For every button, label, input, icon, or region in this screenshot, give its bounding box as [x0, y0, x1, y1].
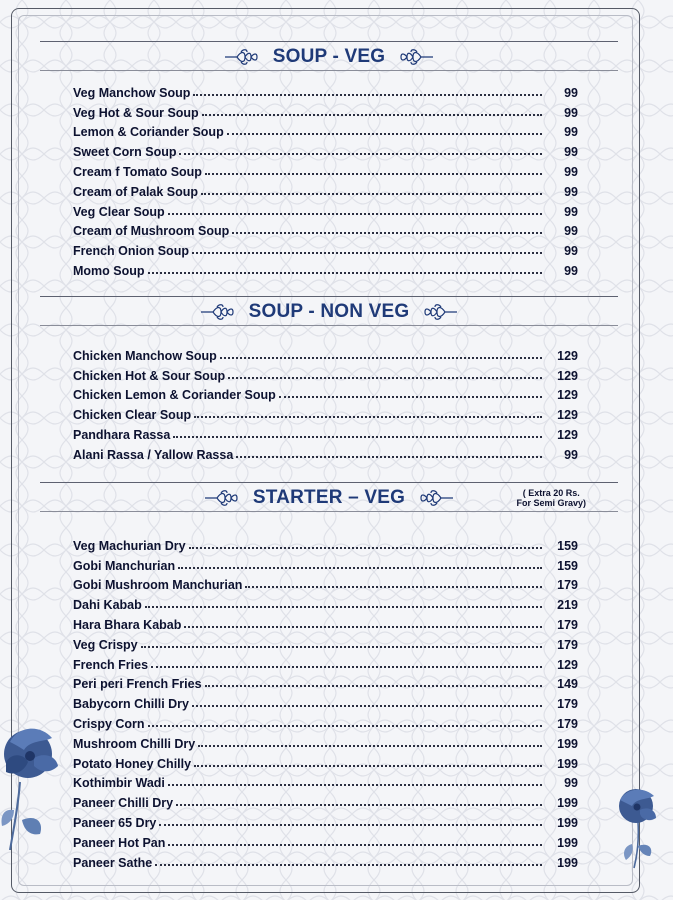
- menu-item: [73, 219, 583, 239]
- section-title-row: [40, 44, 618, 70]
- menu-item: [73, 383, 583, 403]
- menu-item-price: 99: [564, 224, 578, 239]
- menu-item-price: 199: [557, 835, 578, 850]
- dot-leader: [141, 646, 542, 648]
- menu-item-price: 199: [557, 855, 578, 870]
- menu-item-name: French Fries: [73, 657, 149, 672]
- menu-item-name: Veg Clear Soup: [73, 204, 165, 219]
- menu-item: [73, 592, 583, 612]
- menu-item-name: Chicken Manchow Soup: [73, 348, 217, 363]
- menu-item-name: Peri peri French Fries: [73, 677, 202, 692]
- menu-item: [73, 751, 583, 771]
- note-line-1: ( Extra 20 Rs.: [522, 488, 580, 498]
- menu-item: [73, 711, 583, 731]
- dot-leader: [173, 436, 542, 438]
- menu-item-price: 199: [557, 815, 578, 830]
- header-rule: [40, 511, 618, 512]
- menu-item-name: Cream f Tomato Soup: [73, 164, 202, 179]
- dot-leader: [227, 133, 542, 135]
- menu-item-price: 129: [557, 408, 578, 423]
- dot-leader: [198, 745, 542, 747]
- menu-item-price: 199: [557, 796, 578, 811]
- dot-leader: [232, 232, 542, 234]
- dot-leader: [168, 213, 542, 215]
- menu-item-name: Veg Manchow Soup: [73, 85, 191, 100]
- menu-item: [73, 830, 583, 850]
- menu-item: [73, 533, 583, 553]
- blue-flower-left-icon: [0, 722, 68, 852]
- dot-leader: [279, 396, 542, 398]
- flourish-right-icon: [395, 48, 435, 66]
- menu-item: [73, 612, 583, 632]
- menu-item: [73, 139, 583, 159]
- header-rule: [40, 41, 618, 42]
- menu-item-name: Lemon & Coriander Soup: [73, 125, 224, 140]
- menu-item: [73, 652, 583, 672]
- menu-item-name: Kothimbir Wadi: [73, 776, 165, 791]
- menu-list-soup-veg: [73, 80, 583, 278]
- menu-item-name: Gobi Manchurian: [73, 558, 176, 573]
- dot-leader: [192, 705, 542, 707]
- menu-item-name: Pandhara Rassa: [73, 427, 171, 442]
- dot-leader: [155, 864, 542, 866]
- menu-item-price: 179: [557, 637, 578, 652]
- menu-item: [73, 553, 583, 573]
- header-rule: [40, 482, 618, 483]
- dot-leader: [159, 824, 542, 826]
- menu-item-name: Cream of Mushroom Soup: [73, 224, 230, 239]
- header-rule: [40, 296, 618, 297]
- menu-item-name: Potato Honey Chilly: [73, 756, 192, 771]
- menu-item-price: 219: [557, 598, 578, 613]
- menu-item-name: Dahi Kabab: [73, 598, 142, 613]
- dot-leader: [168, 844, 542, 846]
- menu-item-price: 129: [557, 427, 578, 442]
- dot-leader: [168, 784, 542, 786]
- dot-leader: [192, 252, 542, 254]
- dot-leader: [202, 114, 542, 116]
- flourish-left-icon: [223, 48, 263, 66]
- dot-leader: [189, 547, 542, 549]
- menu-item: [73, 258, 583, 278]
- menu-item-name: Babycorn Chilli Dry: [73, 697, 189, 712]
- menu-item-price: 179: [557, 617, 578, 632]
- menu-item-price: 159: [557, 538, 578, 553]
- menu-item-price: 99: [564, 164, 578, 179]
- flourish-left-icon: [203, 489, 243, 507]
- dot-leader: [148, 725, 542, 727]
- menu-item-name: Chicken Clear Soup: [73, 408, 192, 423]
- dot-leader: [194, 765, 542, 767]
- dot-leader: [179, 153, 542, 155]
- menu-item-name: Alani Rassa / Yallow Rassa: [73, 447, 234, 462]
- section-header-soup-non-veg: [40, 296, 618, 326]
- menu-item-price: 179: [557, 697, 578, 712]
- dot-leader: [193, 94, 542, 96]
- menu-item-price: 179: [557, 716, 578, 731]
- menu-item-price: 199: [557, 736, 578, 751]
- menu-item: [73, 120, 583, 140]
- menu-item-name: Mushroom Chilli Dry: [73, 736, 196, 751]
- dot-leader: [176, 804, 542, 806]
- menu-item: [73, 691, 583, 711]
- section-title: SOUP - VEG: [272, 46, 386, 67]
- menu-item: [73, 731, 583, 751]
- menu-item-price: 159: [557, 558, 578, 573]
- note-line-2: For Semi Gravy): [516, 498, 586, 508]
- menu-item-name: Paneer Chilli Dry: [73, 796, 174, 811]
- menu-item-price: 99: [564, 204, 578, 219]
- section-title: STARTER – VEG: [252, 487, 406, 508]
- menu-item-price: 129: [557, 388, 578, 403]
- menu-item-name: Crispy Corn: [73, 716, 145, 731]
- menu-item: [73, 238, 583, 258]
- menu-item-name: Cream of Palak Soup: [73, 184, 199, 199]
- header-rule: [40, 70, 618, 71]
- menu-item-name: Paneer 65 Dry: [73, 815, 157, 830]
- dot-leader: [184, 626, 542, 628]
- menu-item: [73, 850, 583, 870]
- menu-item-name: Gobi Mushroom Manchurian: [73, 578, 243, 593]
- menu-item-price: 199: [557, 756, 578, 771]
- menu-item: [73, 363, 583, 383]
- menu-item-price: 129: [557, 657, 578, 672]
- menu-item-name: Chicken Hot & Sour Soup: [73, 368, 226, 383]
- flourish-right-icon: [415, 489, 455, 507]
- dot-leader: [148, 272, 542, 274]
- menu-item-price: 129: [557, 368, 578, 383]
- menu-item: [73, 672, 583, 692]
- dot-leader: [194, 416, 542, 418]
- menu-item-price: 179: [557, 578, 578, 593]
- menu-item: [73, 100, 583, 120]
- menu-item-name: Veg Crispy: [73, 637, 138, 652]
- header-rule: [40, 325, 618, 326]
- menu-item-price: 99: [564, 447, 578, 462]
- menu-item: [73, 80, 583, 100]
- menu-item: [73, 422, 583, 442]
- dot-leader: [228, 377, 542, 379]
- menu-item-price: 99: [564, 85, 578, 100]
- menu-item: [73, 810, 583, 830]
- menu-item-name: Momo Soup: [73, 263, 145, 278]
- menu-item-price: 99: [564, 244, 578, 259]
- menu-item-price: 99: [564, 105, 578, 120]
- menu-item-price: 99: [564, 125, 578, 140]
- flourish-left-icon: [199, 303, 239, 321]
- dot-leader: [245, 586, 542, 588]
- semi-gravy-note: [516, 488, 586, 508]
- menu-item-price: 99: [564, 184, 578, 199]
- flourish-right-icon: [419, 303, 459, 321]
- menu-item-price: 99: [564, 145, 578, 160]
- dot-leader: [145, 606, 542, 608]
- section-header-soup-veg: [40, 41, 618, 71]
- menu-item-name: Veg Machurian Dry: [73, 538, 186, 553]
- menu-item: [73, 199, 583, 219]
- menu-item-price: 149: [557, 677, 578, 692]
- menu-list-starter-veg: [73, 533, 583, 870]
- menu-item-name: Veg Hot & Sour Soup: [73, 105, 199, 120]
- menu-item-price: 129: [557, 348, 578, 363]
- section-header-starter-veg: [40, 482, 618, 512]
- menu-item-name: Chicken Lemon & Coriander Soup: [73, 388, 276, 403]
- menu-item-name: Hara Bhara Kabab: [73, 617, 182, 632]
- menu-item: [73, 632, 583, 652]
- menu-item: [73, 442, 583, 462]
- menu-item-price: 99: [564, 776, 578, 791]
- menu-item: [73, 771, 583, 791]
- section-title-row: [40, 299, 618, 325]
- menu-item-name: Sweet Corn Soup: [73, 145, 177, 160]
- menu-item-name: French Onion Soup: [73, 244, 189, 259]
- menu-item: [73, 343, 583, 363]
- menu-item: [73, 179, 583, 199]
- menu-list-soup-non-veg: [73, 343, 583, 462]
- dot-leader: [220, 357, 542, 359]
- dot-leader: [205, 685, 542, 687]
- dot-leader: [205, 173, 542, 175]
- dot-leader: [151, 666, 542, 668]
- menu-item: [73, 573, 583, 593]
- menu-item-name: Paneer Sathe: [73, 855, 153, 870]
- menu-item-price: 99: [564, 263, 578, 278]
- dot-leader: [236, 456, 542, 458]
- menu-item: [73, 159, 583, 179]
- menu-item-name: Paneer Hot Pan: [73, 835, 166, 850]
- blue-flower-right-icon: [612, 786, 670, 870]
- dot-leader: [201, 193, 542, 195]
- dot-leader: [178, 567, 542, 569]
- menu-item: [73, 790, 583, 810]
- section-title: SOUP - NON VEG: [248, 301, 410, 322]
- menu-item: [73, 402, 583, 422]
